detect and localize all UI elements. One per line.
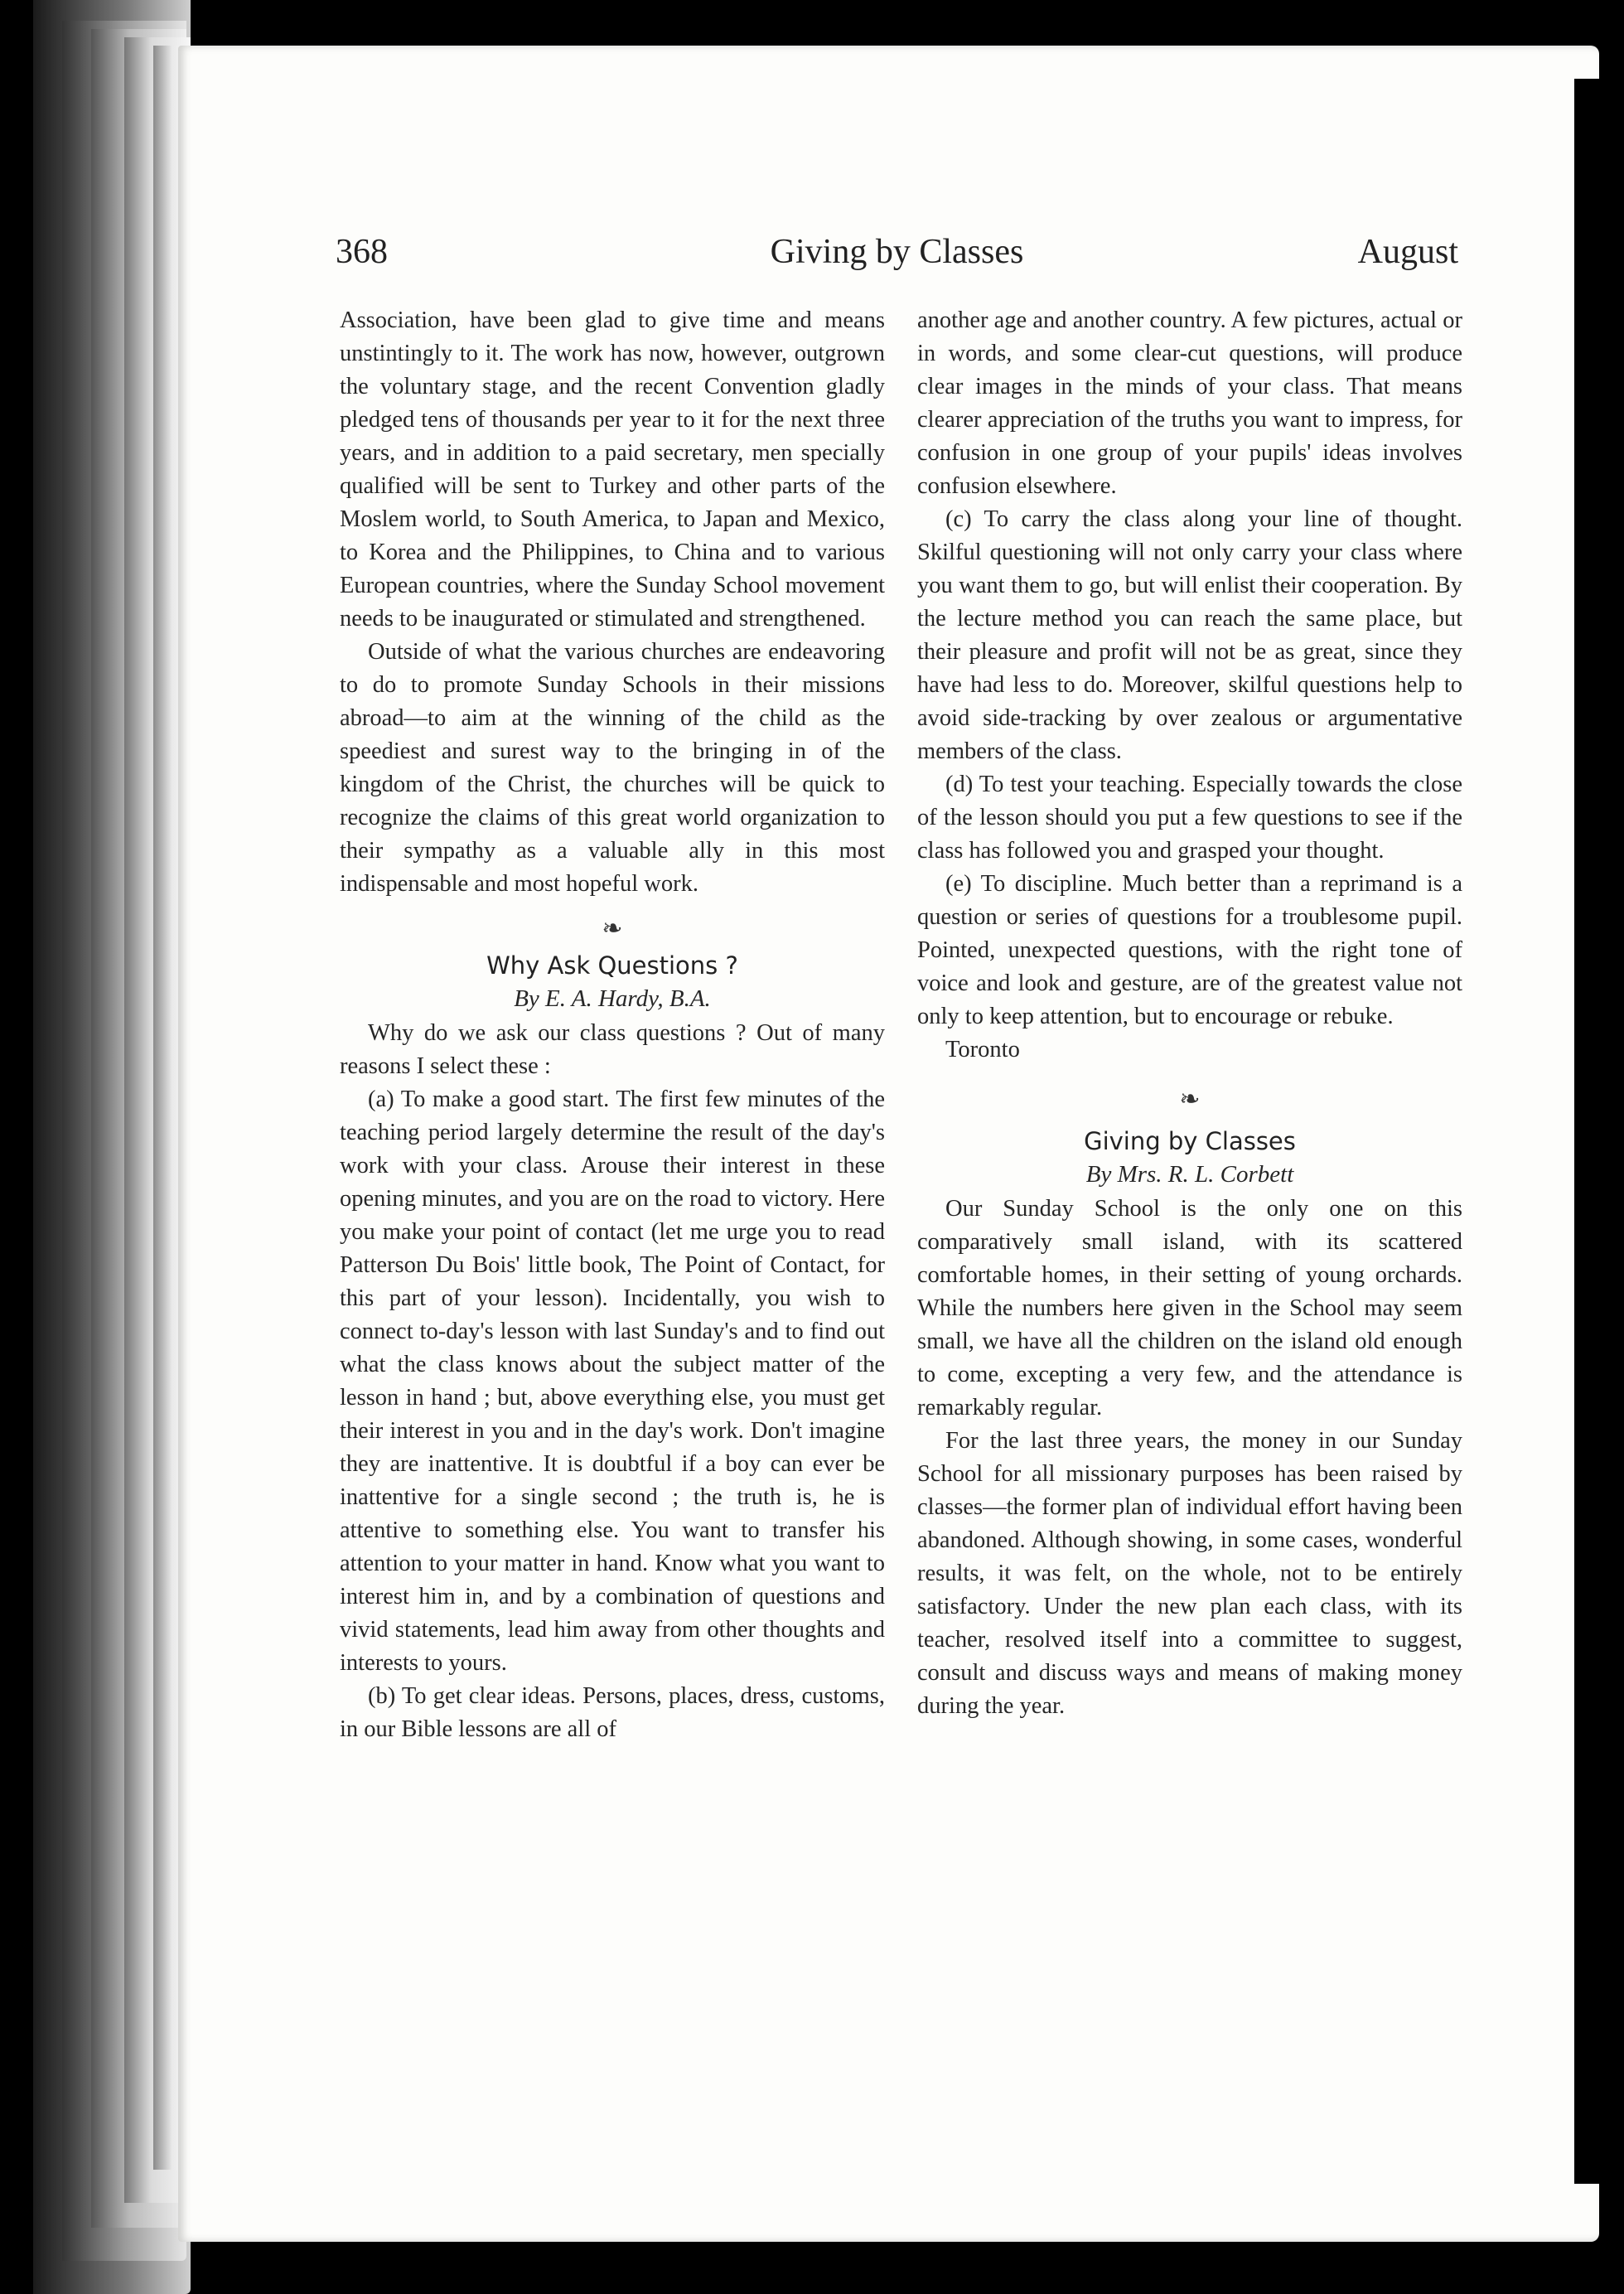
right-page-shadow <box>1574 79 1599 2184</box>
paragraph: (d) To test your teaching. Especially towards the close of the lesson should you put a few questions to see if the class has followed you and grasped your thought. <box>917 772 1462 864</box>
left-column <box>340 304 885 1746</box>
right-column <box>917 304 1462 1723</box>
article-byline: By Mrs. R. L. Corbett <box>1085 1161 1294 1188</box>
paragraph: (c) To carry the class along your line of thought. Skilful questioning will not only carry your class where you want them to go, but will enlist their cooperation. By the lecture method you can reach the same place, but their pleasure and profit will not be as great, since they have had less to do. Moreover, skilful questions help to avoid side-tracking by over zealous or argumentative members of the class. <box>917 506 1462 764</box>
leaf-ornament-icon: ❧ <box>602 915 623 942</box>
paragraph: (e) To discipline. Much better than a reprimand is a question or series of questions for a troublesome pupil. Pointed, unexpected questions, with the right tone of voice and look and gesture, are of the greatest value not only to keep attention, but to encourage or rebuke. <box>917 871 1462 1029</box>
signoff-location: Toronto <box>945 1037 1020 1062</box>
running-head <box>336 232 1458 282</box>
leaf-ornament-icon: ❧ <box>1179 1086 1201 1113</box>
running-title: Giving by Classes <box>770 233 1024 271</box>
running-month: August <box>1357 233 1458 271</box>
article-byline: By E. A. Hardy, B.A. <box>514 985 711 1012</box>
paragraph: (b) To get clear ideas. Persons, places, dress, customs, in our Bible lessons are all of <box>340 1683 885 1742</box>
paragraph: Our Sunday School is the only one on this comparatively small island, with its scattered comfortable homes, in their setting of young orchards. While the numbers here given in the School may seem small, we have all the children on the island old enough to come, excepting a very few, and the attendance is remarkably regular. <box>917 1196 1462 1420</box>
book-page-edges <box>0 0 191 2294</box>
continued-paragraph: another age and another country. A few pictures, actual or in words, and some clear-cut questions, will produce clear images in the minds of your class. That means clearer appreciation of the truths you want to impress, for confusion in one group of your pupils' ideas involves confusion elsewhere. <box>917 307 1462 499</box>
paragraph: (a) To make a good start. The first few minutes of the teaching period largely determine the result of the day's work with your class. Arouse their interest in these opening minutes, and you are on the road to victory. Here you make your point of contact (let me urge you to read Patterson Du Bois' little book, The Point of Contact, for this part of your lesson). Incidentally, you wish to connect to-day's lesson with last Sunday's and to find out what the class knows about the subject matter of the lesson in hand ; but, above everything else, you must get their interest in you and in the day's work. Don't imagine they are inattentive. It is doubtful if a boy can ever be inattentive for a single second ; the truth is, he is attentive to something else. You want to transfer his attention to your matter in hand. Know what you want to interest him in, and by a combination of questions and vivid statements, lead him away from other thoughts and interests to yours. <box>340 1087 885 1676</box>
paragraph: For the last three years, the money in our Sunday School for all missionary purposes has been raised by classes—the former plan of individual effort having been abandoned. Although showing, in some cases, wonderful results, it was felt, on the whole, not to be entirely satisfactory. Under the new plan each class, with its teacher, resolved itself into a committee to suggest, consult and discuss ways and means of making money during the year. <box>917 1428 1462 1719</box>
paragraph: Why do we ask our class questions ? Out of many reasons I select these : <box>340 1020 885 1079</box>
paragraph: Outside of what the various churches are endeavoring to do to promote Sunday Schools in their missions abroad—to aim at the winning of the child as the speediest and surest way to the bringing in of the kingdom of the Christ, the churches will be quick to recognize the claims of this great world organization to their sympathy as a valuable ally in this most indispensable and most hopeful work. <box>340 639 885 897</box>
article-title: Why Ask Questions ? <box>486 951 738 980</box>
article-title: Giving by Classes <box>1084 1127 1296 1155</box>
continued-paragraph: Association, have been glad to give time and means unstintingly to it. The work has now, however, outgrown the voluntary stage, and the recent Convention gladly pledged tens of thousands per year to it for the next three years, and in addition to a paid secretary, men specially qualified will be sent to Turkey and other parts of the Moslem world, to South America, to Japan and Mexico, to Korea and the Philippines, to China and to various European countries, where the Sunday School movement needs to be inaugurated or stimulated and strengthened. <box>340 307 885 632</box>
page-number: 368 <box>336 233 388 271</box>
